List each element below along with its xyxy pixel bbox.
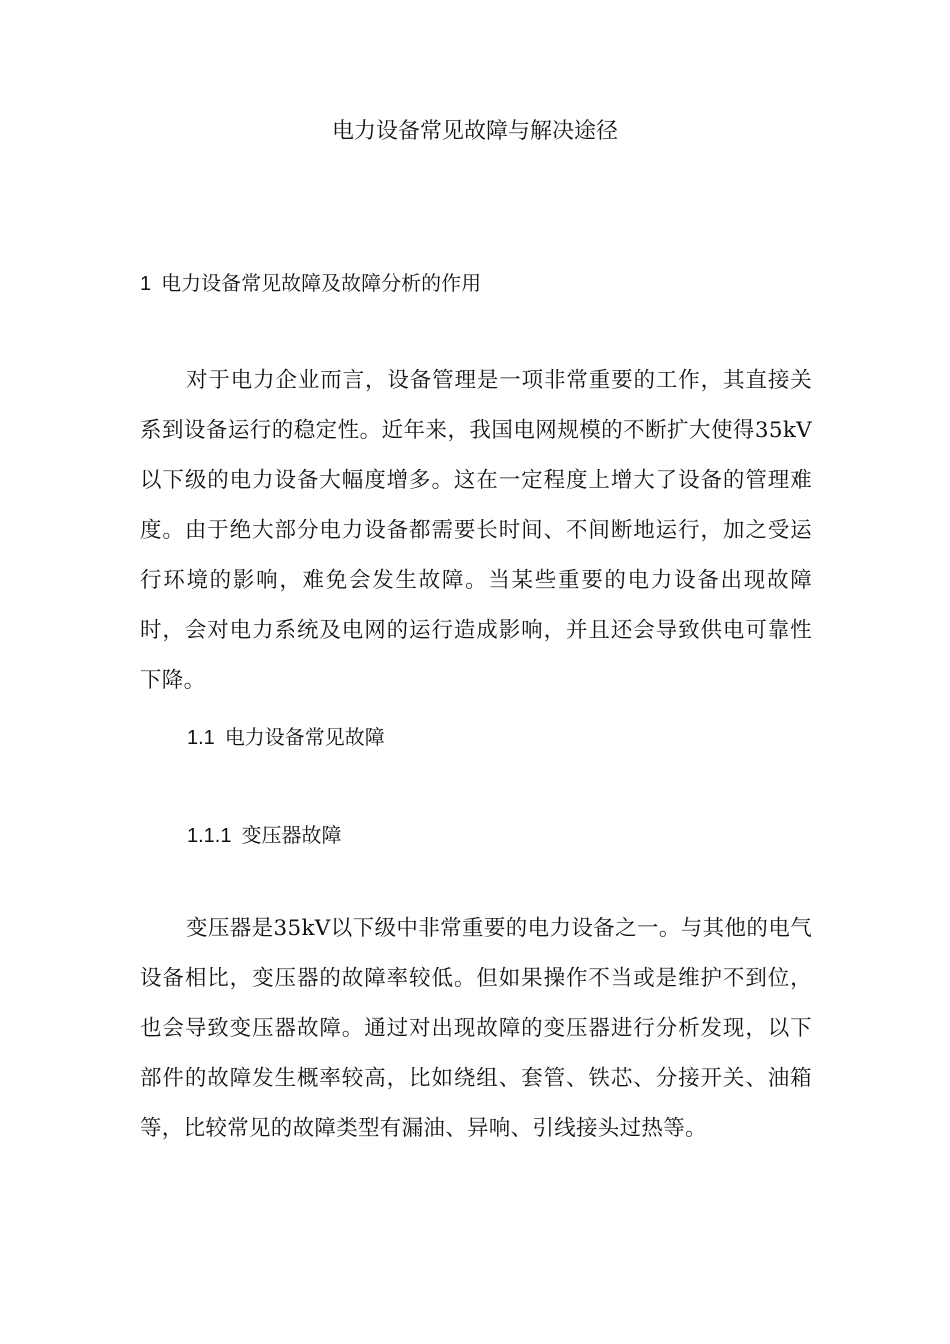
section-1-1-heading-text: 电力设备常见故障 (224, 725, 385, 749)
document-title: 电力设备常见故障与解决途径 (331, 119, 618, 144)
section-1-heading (140, 266, 481, 301)
section-1-heading-text: 电力设备常见故障及故障分析的作用 (161, 271, 482, 295)
section-1-number: 1 (140, 273, 152, 295)
section-1-1-1-heading-text: 变压器故障 (241, 823, 342, 847)
section-1-1-1-heading (187, 818, 341, 853)
section-1-1-1-number: 1.1.1 (187, 825, 232, 847)
section-1-1-heading (187, 720, 385, 755)
section-1-1-1-paragraph: 变压器是35kV以下级中非常重要的电力设备之一。与其他的电气设备相比，变压器的故障率较低。但如果操作不当或是维护不到位，也会导致变压器故障。通过对出现故障的变压器进行分析发现，以下部件的故障发生概率较高，比如绕组、套管、铁芯、分接开关、油箱等，比较常见的故障类型有漏油、异响、引线接头过热等。 (140, 916, 812, 1141)
section-1-1-number: 1.1 (187, 727, 215, 749)
section-1-paragraph: 对于电力企业而言，设备管理是一项非常重要的工作，其直接关系到设备运行的稳定性。近年来，我国电网规模的不断扩大使得35kV以下级的电力设备大幅度增多。这在一定程度上增大了设备的管理难度。由于绝大部分电力设备都需要长时间、不间断地运行，加之受运行环境的影响，难免会发生故障。当某些重要的电力设备出现故障时，会对电力系统及电网的运行造成影响，并且还会导致供电可靠性下降。 (140, 368, 812, 693)
